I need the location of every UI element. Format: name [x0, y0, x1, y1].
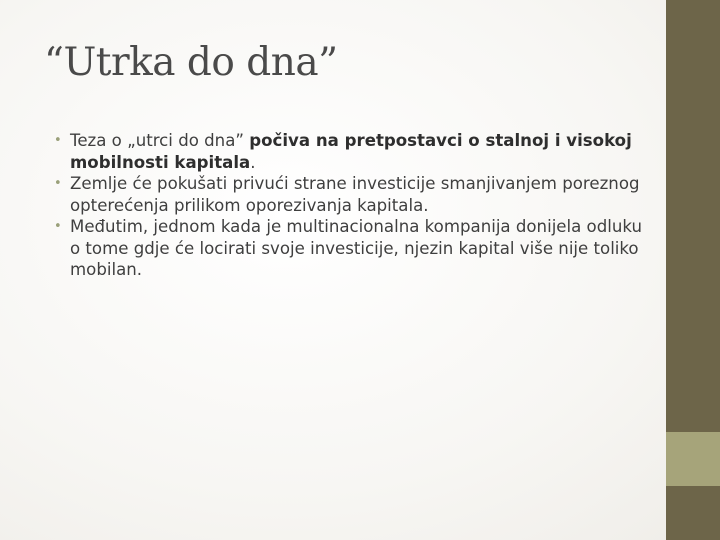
bullet-text-plain: .: [250, 152, 256, 172]
bullet-text-plain: Međutim, jednom kada je multinacionalna kompanija donijela odluku o tome gdje će locirati svoje investicije, njezin kapital više nije toliko mobilan.: [70, 217, 642, 279]
bullet-dot-icon: •: [54, 219, 62, 234]
bullet-item: [54, 130, 654, 173]
bullet-item: [54, 216, 654, 281]
bullet-dot-icon: •: [54, 133, 62, 148]
bullet-list: [54, 130, 654, 281]
bullet-text-bold: počiva na pretpostavci o stalnoj i visokoj mobilnosti kapitala: [70, 131, 632, 172]
sidebar-block-accent: [666, 432, 720, 486]
bullet-item: [54, 173, 654, 216]
slide-title: “Utrka do dna”: [44, 40, 338, 85]
bullet-text-plain: Teza o „utrci do dna”: [70, 131, 250, 150]
bullet-text-plain: Zemlje će pokušati privući strane investicije smanjivanjem poreznog opterećenja prilikom oporezivanja kapitala.: [70, 174, 640, 215]
bullet-dot-icon: •: [54, 176, 62, 191]
decorative-sidebar: [666, 0, 720, 540]
sidebar-block-bottom: [666, 486, 720, 540]
sidebar-block-top: [666, 0, 720, 432]
